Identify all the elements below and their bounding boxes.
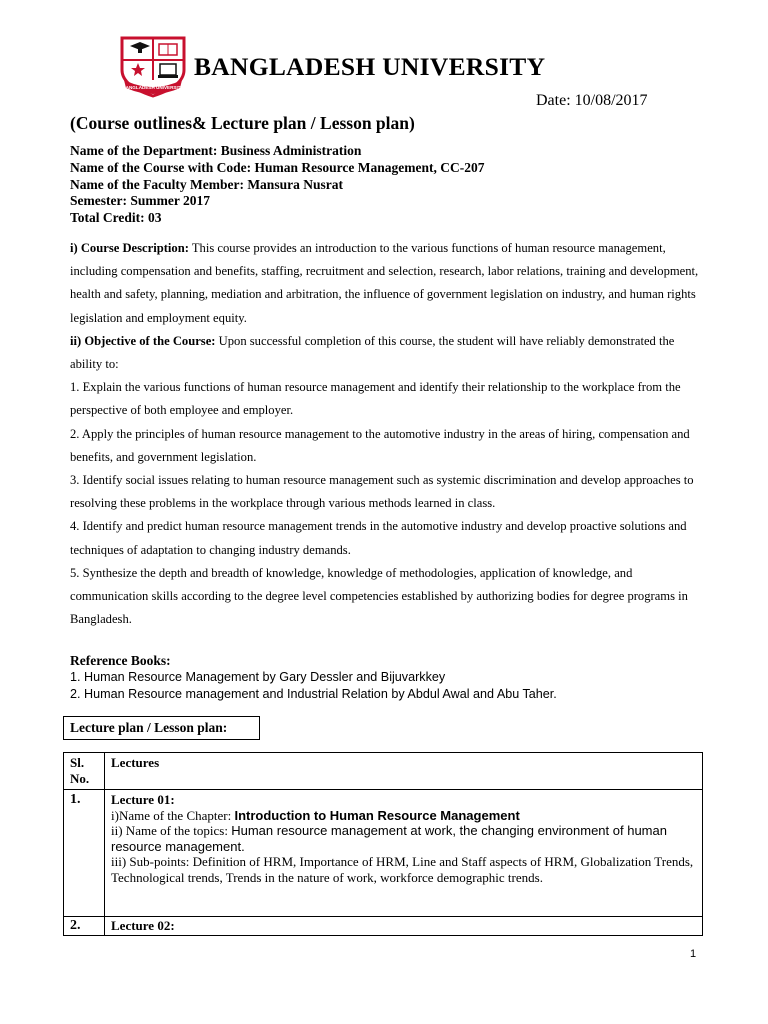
col-lectures-header: Lectures [105,753,703,790]
lesson-plan-label: Lecture plan / Lesson plan: [63,716,260,740]
col-sl-header: Sl. No. [64,753,105,790]
lecture-plan-table [63,752,703,936]
objective-item: 1. Explain the various functions of human resource management and identify their relationship to the workplace from the perspective of both employee and employer. [70,380,681,418]
chapter-label: i)Name of the Chapter: [111,807,235,823]
document-title: (Course outlines& Lecture plan / Lesson plan) [70,113,415,133]
lecture-title: Lecture 02: [105,917,703,936]
page-number: 1 [690,948,697,960]
chapter-line [111,808,696,824]
reference-books [70,652,557,703]
description-label: i) Course Description: [70,241,189,255]
university-name: BANGLADESH UNIVERSITY [194,52,546,81]
course-meta [70,143,484,227]
table-row [64,917,703,936]
row-number: 1. [64,790,105,917]
objective-item: 2. Apply the principles of human resource management to the automotive industry in the areas of hiring, compensation and benefits, and government legislation. [70,426,690,464]
objective-text: Upon successful completion of this course, the student will have reliably demonstrated the ability to: [70,333,675,372]
faculty-line: Name of the Faculty Member: Mansura Nusrat [70,176,343,192]
reference-item: 1. Human Resource Management by Gary Dessler and Bijuvarkkey [70,670,446,684]
chapter-name: Introduction to Human Resource Management [234,807,520,823]
description-text: This course provides an introduction to the various functions of human resource management, including compensation and benefits, staffing, recruitment and selection, research, labor relations, training and development, health and safety, planning, mediation and arbitration, the influence of government legislation on industry, and human rights legislation and employment equity. [70,241,699,325]
credit-line: Total Credit: 03 [70,210,162,226]
course-body [70,237,700,631]
table-row [64,790,703,917]
topics-label: ii) Name of the topics: [111,823,232,839]
topics-text: Human resource management at work, the changing environment of human resource management. [111,823,667,854]
department-line: Name of the Department: Business Administration [70,143,362,158]
university-logo [118,34,188,100]
course-description [70,237,700,330]
topics-line [111,823,696,854]
course-objective [70,330,700,376]
subpoints-line: iii) Sub-points: Definition of HRM, Importance of HRM, Line and Staff aspects of HRM, Globalization Trends, Technological trends, Trends in the nature of work, workforce demographic trends. [111,854,694,885]
lecture-title: Lecture 01: [111,792,175,807]
semester-line: Semester: Summer 2017 [70,193,210,209]
lecture-cell [105,790,703,917]
course-line: Name of the Course with Code: Human Resource Management, CC-207 [70,159,485,175]
objective-item: 5. Synthesize the depth and breadth of knowledge, knowledge of methodologies, application of knowledge, and communication skills according to the degree level competencies established by authorizing bodies for degree programs in Bangladesh. [70,565,688,627]
document-date: Date: 10/08/2017 [536,92,648,109]
objective-item: 4. Identify and predict human resource management trends in the automotive industry and develop proactive solutions and techniques of adaptation to changing industry demands. [70,519,687,557]
table-header-row [64,753,703,790]
row-number: 2. [64,917,105,936]
objective-item: 3. Identify social issues relating to human resource management such as systemic discrimination and develop approaches to resolving these problems in the workplace through various methods learned in class. [70,473,694,511]
reference-heading: Reference Books: [70,653,171,668]
objective-label: ii) Objective of the Course: [70,333,216,348]
logo-text: BANGLADESH UNIVERSITY [122,85,184,90]
reference-item: 2. Human Resource management and Industrial Relation by Abdul Awal and Abu Taher. [70,687,557,701]
document-header [118,34,545,100]
